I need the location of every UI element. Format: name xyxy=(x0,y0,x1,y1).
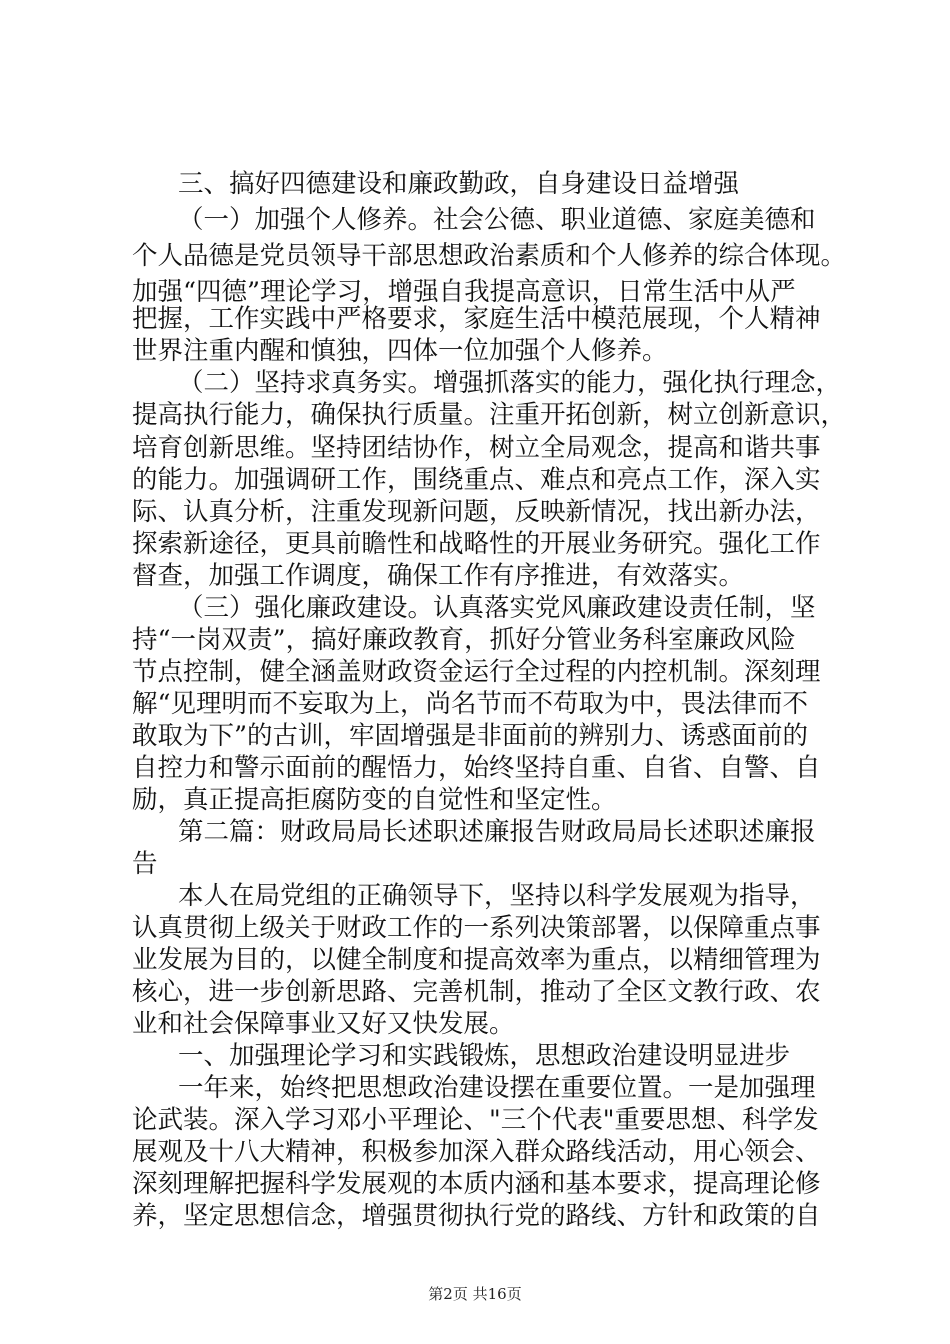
paragraph-line: 业和社会保障事业又好又快发展。 xyxy=(132,1009,515,1039)
paragraph-line: 加强“四德”理论学习，增强自我提高意识，日常生活中从严 xyxy=(132,277,796,307)
paragraph-line: 的能力。加强调研工作，围绕重点、难点和亮点工作，深入实 xyxy=(132,465,821,495)
paragraph-line: 督查，加强工作调度，确保工作有序推进，有效落实。 xyxy=(132,561,745,591)
paragraph-line: 世界注重内醒和慎独，四体一位加强个人修养。 xyxy=(132,336,668,366)
paragraph-line: （二）坚持求真务实。增强抓落实的能力，强化执行理念， xyxy=(178,368,842,398)
chapter-heading-continued: 告 xyxy=(132,849,158,879)
paragraph-line: 敢取为下”的古训，牢固增强是非面前的辨别力、诱惑面前的 xyxy=(132,721,809,751)
paragraph-line: 核心，进一步创新思路、完善机制，推动了全区文教行政、农 xyxy=(132,977,821,1007)
paragraph-line: 际、认真分析，注重发现新问题，反映新情况，找出新办法， xyxy=(132,497,821,527)
paragraph-line: 探索新途径，更具前瞻性和战略性的开展业务研究。强化工作 xyxy=(132,529,821,559)
page-number-footer: 第2页 共16页 xyxy=(428,1285,522,1303)
section-heading: 一、加强理论学习和实践锻炼，思想政治建设明显进步 xyxy=(178,1041,791,1071)
paragraph-line: 认真贯彻上级关于财政工作的一系列决策部署，以保障重点事 xyxy=(132,913,821,943)
paragraph-line: 解“见理明而不妄取为上，尚名节而不苟取为中，畏法律而不 xyxy=(132,689,809,719)
paragraph-line: 提高执行能力，确保执行质量。注重开拓创新，树立创新意识， xyxy=(132,400,847,430)
paragraph-line: 个人品德是党员领导干部思想政治素质和个人修养的综合体现。 xyxy=(132,241,847,271)
paragraph-line: 业发展为目的，以健全制度和提高效率为重点，以精细管理为 xyxy=(132,945,821,975)
chapter-heading: 第二篇：财政局局长述职述廉报告财政局局长述职述廉报 xyxy=(178,817,816,847)
paragraph-line: 励，真正提高拒腐防变的自觉性和坚定性。 xyxy=(132,785,617,815)
paragraph-line: 本人在局党组的正确领导下，坚持以科学发展观为指导， xyxy=(178,881,816,911)
paragraph-line: 培育创新思维。坚持团结协作，树立全局观念，提高和谐共事 xyxy=(132,433,821,463)
paragraph-line: 把握，工作实践中严格要求，家庭生活中模范展现，个人精神 xyxy=(132,304,821,334)
paragraph-line: 展观及十八大精神，积极参加深入群众路线活动，用心领会、 xyxy=(132,1137,821,1167)
paragraph-line: 养，坚定思想信念，增强贯彻执行党的路线、方针和政策的自 xyxy=(132,1201,821,1231)
paragraph-line: （一）加强个人修养。社会公德、职业道德、家庭美德和 xyxy=(178,205,816,235)
paragraph-line: 论武装。深入学习邓小平理论、"三个代表"重要思想、科学发 xyxy=(132,1105,819,1135)
paragraph-line: 节点控制，健全涵盖财政资金运行全过程的内控机制。深刻理 xyxy=(132,657,821,687)
paragraph-line: （三）强化廉政建设。认真落实党风廉政建设责任制，坚 xyxy=(178,593,816,623)
section-heading: 三、搞好四德建设和廉政勤政，自身建设日益增强 xyxy=(178,169,740,199)
paragraph-line: 深刻理解把握科学发展观的本质内涵和基本要求，提高理论修 xyxy=(132,1169,821,1199)
paragraph-line: 自控力和警示面前的醒悟力，始终坚持自重、自省、自警、自 xyxy=(132,753,821,783)
paragraph-line: 持“一岗双责”，搞好廉政教育，抓好分管业务科室廉政风险 xyxy=(132,625,796,655)
paragraph-line: 一年来，始终把思想政治建设摆在重要位置。一是加强理 xyxy=(178,1073,816,1103)
